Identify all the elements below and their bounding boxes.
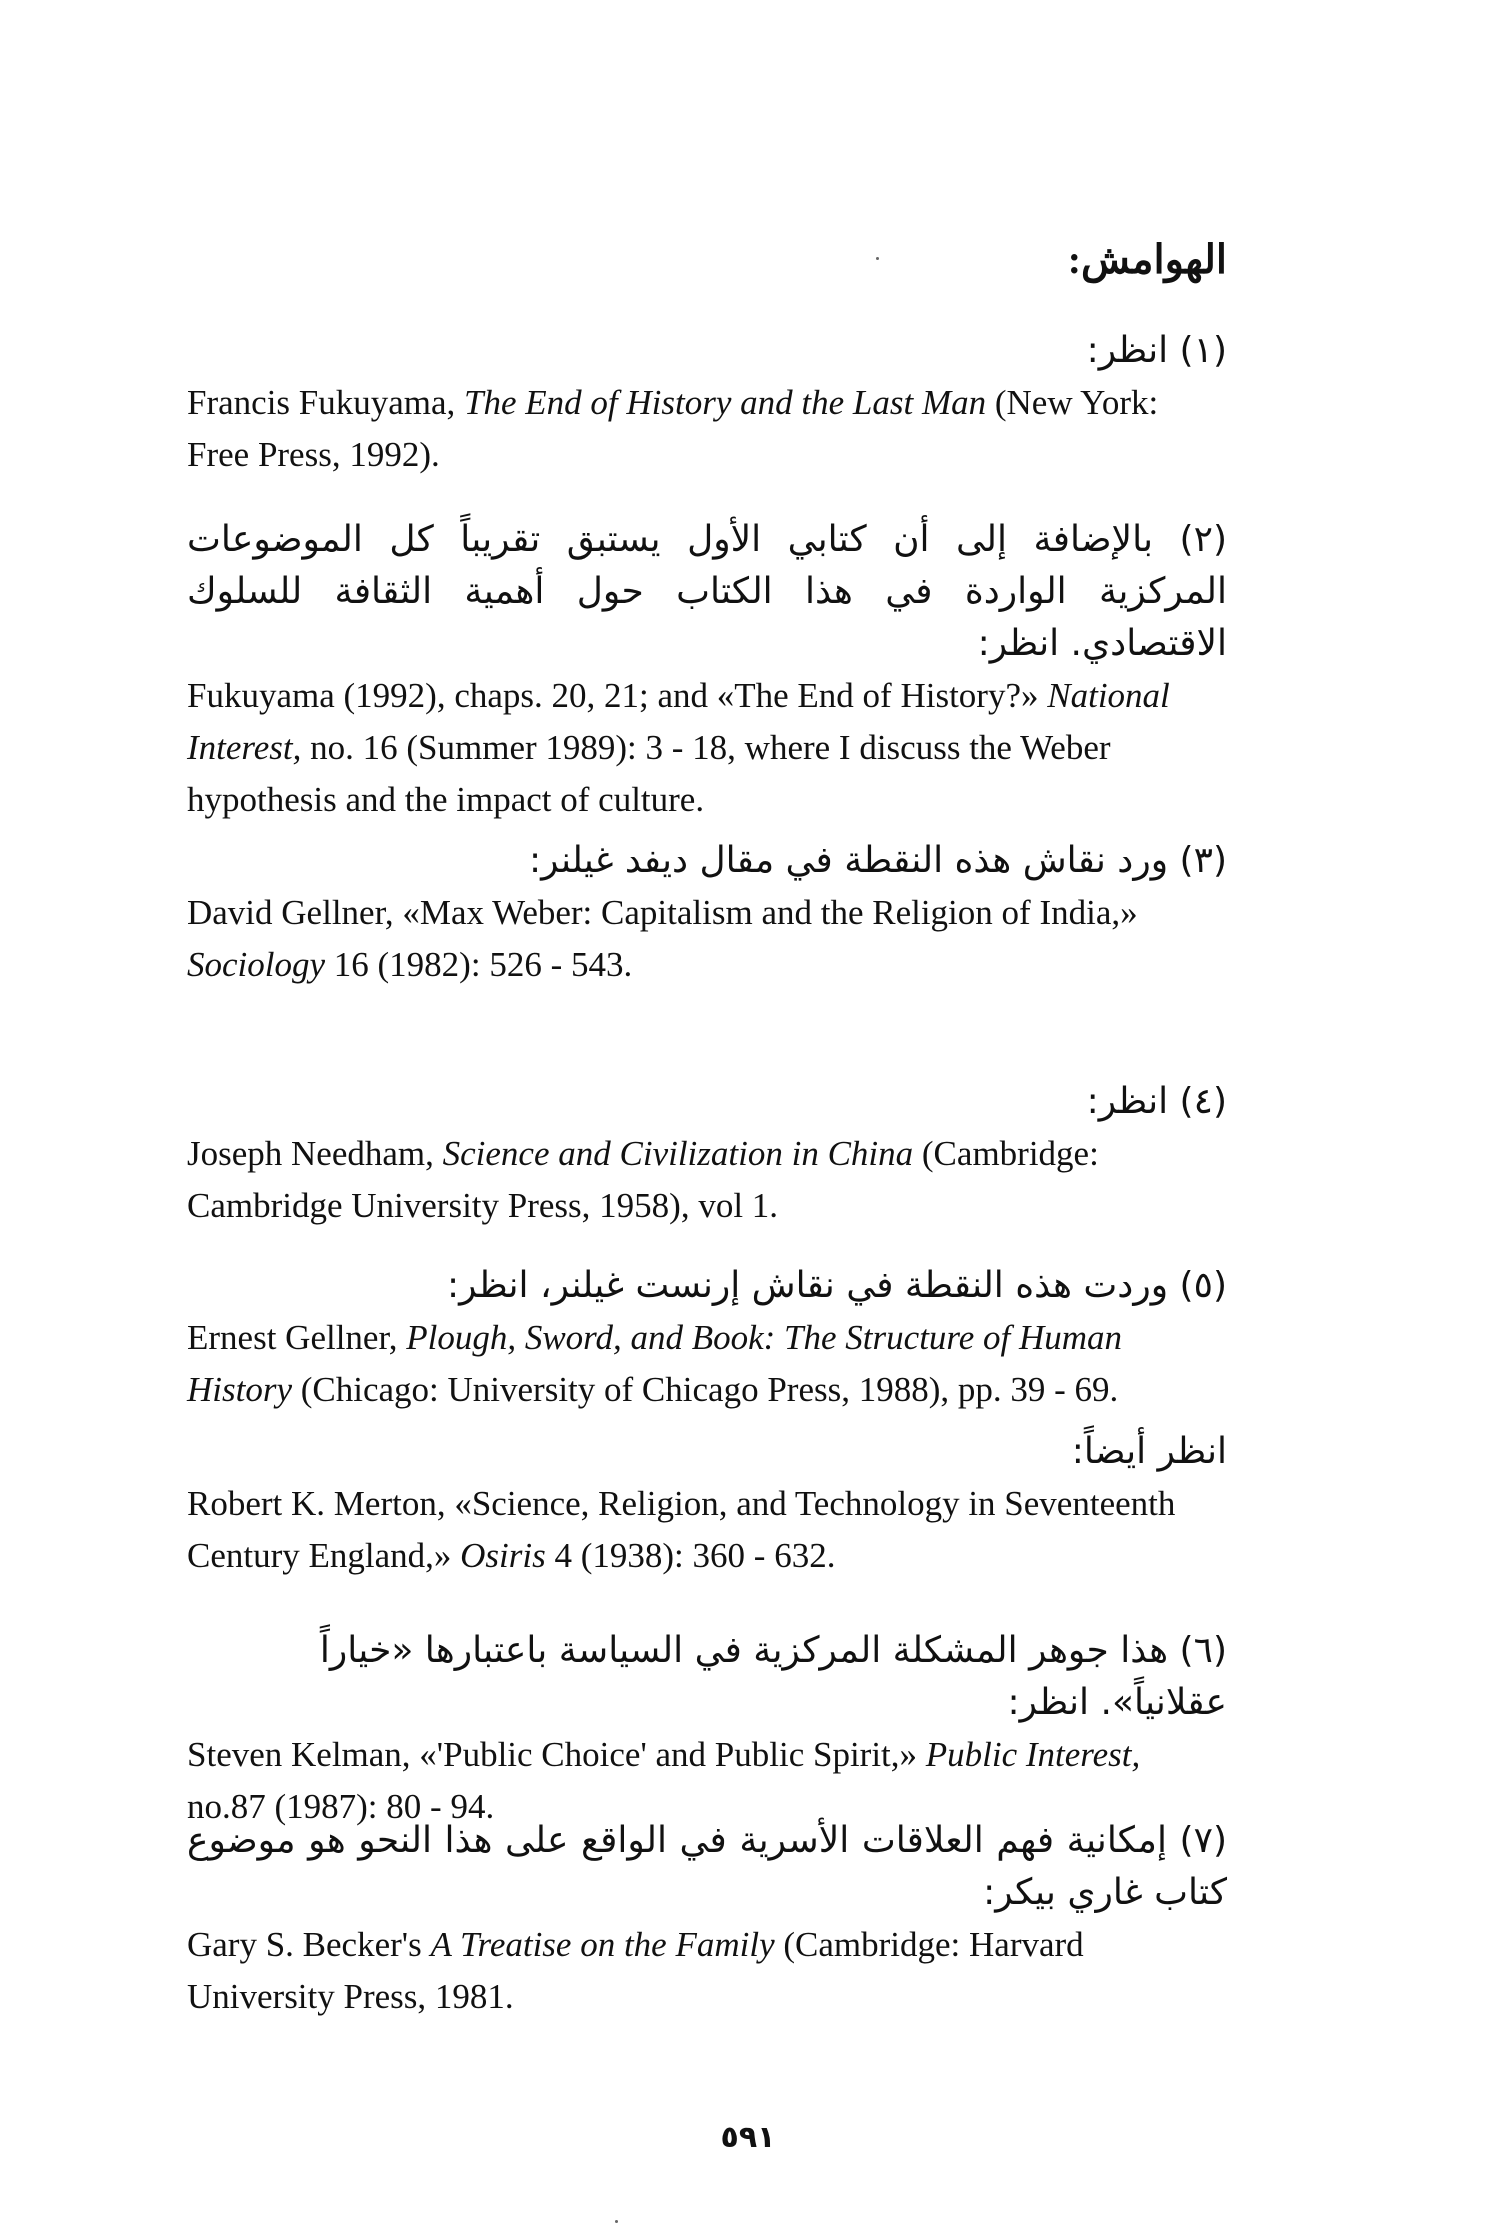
scan-speck	[876, 257, 879, 260]
notes-heading: الهوامش:	[1067, 237, 1227, 282]
footnote-7-arabic: (٧) إمكانية فهم العلاقات الأسرية في الواقع على هذا النحو هو موضوع كتاب غاري بيكر:	[187, 1820, 1227, 1913]
footnotes-page	[187, 0, 1227, 2238]
footnote-5-reference: Ernest Gellner, Plough, Sword, and Book: The Structure of Human History (Chicago: University of Chicago Press, 1988), pp. 39 - 69.	[187, 1318, 1123, 1409]
footnote-5-see-also: انظر أيضاً:	[1071, 1431, 1227, 1472]
footnote-6-reference: Steven Kelman, «'Public Choice' and Public Spirit,» Public Interest, no.87 (1987): 80 - 94.	[187, 1735, 1141, 1826]
footnote-7-reference: Gary S. Becker's A Treatise on the Family (Cambridge: Harvard University Press, 1981.	[187, 1925, 1084, 2016]
footnote-5	[187, 1260, 1227, 1582]
footnote-6-arabic: (٦) هذا جوهر المشكلة المركزية في السياسة باعتبارها «خياراً عقلانياً». انظر:	[319, 1630, 1227, 1723]
page-number: ٥٩١	[720, 2120, 776, 2155]
footnote-6	[187, 1625, 1227, 1833]
footnote-3-arabic: (٣) ورد نقاش هذه النقطة في مقال ديفد غيلنر:	[528, 840, 1227, 881]
footnote-2-reference: Fukuyama (1992), chaps. 20, 21; and «The End of History?» National Interest, no. 16 (Summer 1989): 3 - 18, where I discuss the Weber hypothesis and the impact of culture.	[187, 676, 1170, 819]
footnote-4	[187, 1076, 1227, 1232]
footnote-4-reference: Joseph Needham, Science and Civilization in China (Cambridge: Cambridge University Press, 1958), vol 1.	[187, 1134, 1099, 1225]
footnote-7	[187, 1815, 1227, 2023]
scan-speck	[615, 2220, 618, 2223]
footnote-4-arabic: (٤) انظر:	[1086, 1081, 1227, 1122]
footnote-1-arabic: (١) انظر:	[1086, 330, 1227, 371]
footnote-3-reference: David Gellner, «Max Weber: Capitalism and the Religion of India,» Sociology 16 (1982): 526 - 543.	[187, 893, 1138, 984]
footnote-2	[187, 514, 1227, 826]
footnote-3	[187, 835, 1227, 991]
footnote-5-arabic: (٥) وردت هذه النقطة في نقاش إرنست غيلنر، انظر:	[446, 1265, 1227, 1306]
footnote-1	[187, 325, 1227, 481]
footnote-5-reference-2: Robert K. Merton, «Science, Religion, and Technology in Seventeenth Century England,» Osiris 4 (1938): 360 - 632.	[187, 1484, 1176, 1575]
footnote-2-arabic: (٢) بالإضافة إلى أن كتابي الأول يستبق تقريباً كل الموضوعات المركزية الواردة في هذا الكتاب حول أهمية الثقافة للسلوك الاقتصادي. انظر:	[187, 519, 1227, 664]
footnote-1-reference: Francis Fukuyama, The End of History and the Last Man (New York: Free Press, 1992).	[187, 383, 1159, 474]
